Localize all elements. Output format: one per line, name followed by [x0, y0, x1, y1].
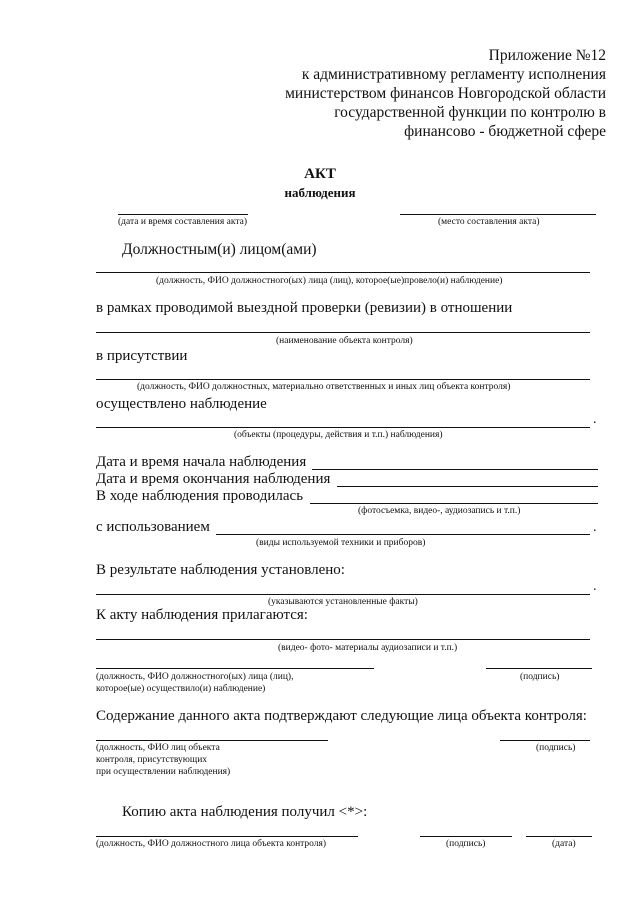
observation-label: осуществлено наблюдение	[96, 396, 267, 412]
attached-label: К акту наблюдения прилагаются:	[96, 607, 308, 623]
result-label: В результате наблюдения установлено:	[96, 562, 345, 578]
using-caption: (виды используемой техники и приборов)	[256, 538, 426, 548]
signature-caption: (подпись)	[536, 743, 576, 753]
observer-line	[96, 668, 374, 669]
signature-caption: (подпись)	[446, 839, 486, 849]
date-caption: (дата)	[552, 839, 576, 849]
end-label: Дата и время окончания наблюдения	[96, 471, 331, 487]
during-line	[310, 503, 598, 504]
using-label: с использованием	[96, 519, 210, 535]
audit-label: в рамках проводимой выездной проверки (ревизии) в отношении	[96, 300, 513, 316]
appendix-line: государственной функции по контролю в	[334, 104, 606, 121]
appendix-line: к административному регламенту исполнения	[301, 66, 606, 83]
copy-date-line	[526, 836, 592, 837]
copy-line	[96, 836, 358, 837]
confirm-caption: при осуществлении наблюдения)	[96, 767, 231, 777]
result-caption: (указываются установленные факты)	[268, 597, 418, 607]
observer-caption: которое(ые) осуществило(и) наблюдение)	[96, 684, 266, 694]
confirm-caption: (должность, ФИО лиц объекта	[96, 743, 220, 753]
document-subtitle: наблюдения	[284, 185, 356, 200]
object-line	[96, 332, 590, 333]
object-caption: (наименование объекта контроля)	[276, 336, 413, 346]
place-line	[400, 214, 596, 215]
copy-label: Копию акта наблюдения получил <*>:	[122, 804, 368, 820]
observation-line	[96, 427, 590, 428]
datetime-line	[118, 214, 248, 215]
appendix-line: министерством финансов Новгородской области	[285, 85, 606, 102]
place-caption: (место составления акта)	[438, 217, 540, 227]
attached-line	[96, 639, 590, 640]
observation-caption: (объекты (процедуры, действия и т.п.) наблюдения)	[234, 430, 443, 440]
datetime-caption: (дата и время составления акта)	[118, 217, 247, 227]
signature-caption: (подпись)	[520, 672, 560, 682]
during-label: В ходе наблюдения проводилась	[96, 488, 304, 504]
line-end-dot: .	[593, 520, 597, 535]
line-end-dot: .	[593, 579, 597, 594]
presence-caption: (должность, ФИО должностных, материально ответственных и иных лиц объекта контроля)	[137, 382, 511, 392]
officials-label: Должностным(и) лицом(ами)	[122, 241, 317, 258]
officials-line	[96, 272, 590, 273]
officials-caption: (должность, ФИО должностного(ых) лица (лиц), которое(ые)провело(и) наблюдение)	[156, 276, 503, 286]
start-label: Дата и время начала наблюдения	[96, 454, 307, 470]
appendix-number: Приложение №12	[488, 47, 606, 64]
using-line	[216, 534, 590, 535]
result-line	[96, 594, 590, 595]
confirm-caption: контроля, присутствующих	[96, 755, 208, 765]
line-end-dot: .	[593, 412, 597, 427]
document-title: АКТ	[304, 166, 336, 182]
copy-signature-line	[420, 836, 512, 837]
presence-label: в присутствии	[96, 348, 188, 364]
observer-caption: (должность, ФИО должностного(ых) лица (лиц),	[96, 672, 294, 682]
appendix-line: финансово - бюджетной сфере	[404, 123, 606, 140]
end-line	[337, 486, 598, 487]
copy-caption: (должность, ФИО должностного лица объекта контроля)	[96, 839, 327, 849]
confirm-label: Содержание данного акта подтверждают следующие лица объекта контроля:	[96, 708, 587, 724]
start-line	[312, 469, 598, 470]
confirm-line	[96, 740, 328, 741]
confirm-signature-line	[500, 740, 590, 741]
observer-signature-line	[486, 668, 592, 669]
during-caption: (фотосъемка, видео-, аудиозапись и т.п.)	[358, 506, 521, 516]
attached-caption: (видео- фото- материалы аудиозаписи и т.п.)	[278, 643, 458, 653]
presence-line	[96, 379, 590, 380]
